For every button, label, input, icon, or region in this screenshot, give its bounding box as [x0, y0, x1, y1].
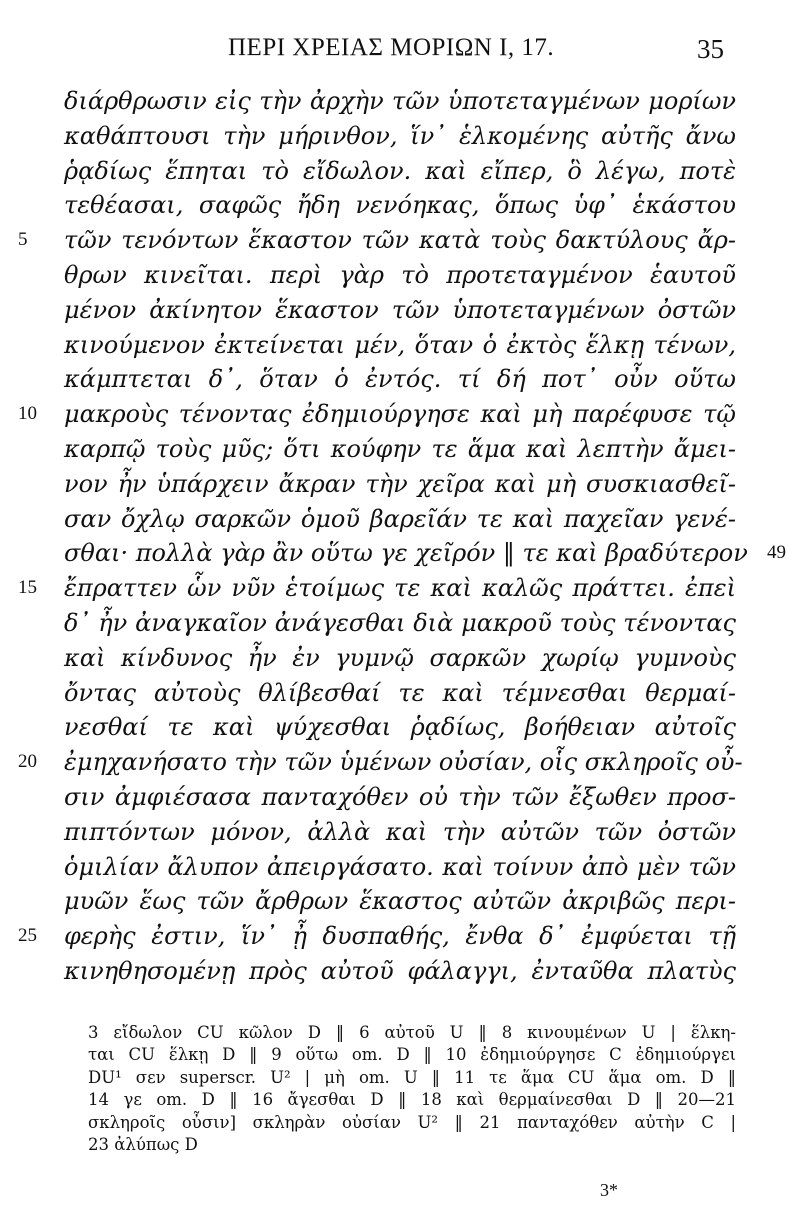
text-line	[64, 432, 736, 467]
line-text: σθαι· πολλὰ γὰρ ἂν οὕτω γε χεῖρόν ‖ τε καὶ βραδύτερον	[64, 539, 748, 568]
text-line	[18, 745, 743, 780]
signature-mark: 3*	[600, 1180, 618, 1200]
apparatus-line: 3 εἴδωλον CU κῶλον D ‖ 6 αὐτοῦ U ‖ 8 κινουμένων U | ἕλκη-	[88, 1023, 736, 1042]
apparatus-line: DU¹ σεν superscr. U² | μὴ om. U ‖ 11 τε ἅμα CU ἅμα om. D ‖	[88, 1067, 736, 1087]
text-line	[64, 606, 736, 641]
text-line	[64, 119, 736, 154]
line-number: 25	[18, 925, 37, 947]
line-text: μυῶν ἕως τῶν ἄρθρων ἕκαστος αὐτῶν ἀκριβῶς περι-	[64, 887, 736, 916]
line-text: καὶ κίνδυνος ἦν ἐν γυμνῷ σαρκῶν χωρίῳ γυμνοὺς	[64, 643, 736, 672]
text-line	[18, 397, 736, 432]
apparatus-line: 14 γε om. D ‖ 16 ἄγεσθαι D ‖ 18 καὶ θερμαίνεσθαι D ‖ 20—21	[88, 1090, 736, 1110]
margin-page-reference: 49	[767, 542, 786, 564]
line-text: τῶν τενόντων ἕκαστον τῶν κατὰ τοὺς δακτύλους ἄρ-	[64, 226, 736, 255]
text-line	[64, 536, 786, 571]
line-text: καρπῷ τοὺς μῦς; ὅτι κούφην τε ἅμα καὶ λεπτὴν ἄμει-	[64, 434, 736, 463]
main-text	[18, 84, 786, 989]
line-text: δ᾽ ἦν ἀναγκαῖον ἀνάγεσθαι διὰ μακροῦ τοὺς τένοντας	[64, 608, 736, 637]
line-text: ὄντας αὐτοὺς θλίβεσθαί τε καὶ τέμνεσθαι θερμαί-	[64, 678, 736, 707]
text-line	[64, 293, 736, 328]
line-text: ἐμηχανήσατο τὴν τῶν ὑμένων οὐσίαν, οἷς σκληροῖς οὖ-	[64, 748, 743, 777]
text-line	[64, 188, 736, 223]
text-line	[64, 676, 736, 711]
line-text: κινούμενον ἐκτείνεται μέν, ὅταν ὁ ἐκτὸς ἕλκῃ τένων,	[64, 330, 736, 359]
text-line	[64, 154, 736, 189]
line-text: καθάπτουσι τὴν μήρινθον, ἵν᾽ ἑλκομένης αὐτῆς ἄνω	[64, 121, 736, 150]
apparatus-line: σκληροῖς οὖσιν] σκληρὰν οὐσίαν U² ‖ 21 πανταχόθεν αὐτὴν C |	[88, 1112, 736, 1132]
text-line	[18, 223, 736, 258]
line-text: μένον ἀκίνητον ἕκαστον τῶν ὑποτεταγμένων ὀστῶν	[64, 295, 736, 324]
text-line	[64, 710, 736, 745]
line-number: 10	[18, 403, 37, 425]
running-title: ΠΕΡΙ ΧΡΕΙΑΣ ΜΟΡΙΩΝ Ι, 17.	[228, 34, 555, 61]
text-line	[64, 850, 736, 885]
line-text: διάρθρωσιν εἰς τὴν ἀρχὴν τῶν ὑποτεταγμένων μορίων	[64, 87, 736, 115]
text-line	[64, 328, 736, 363]
line-number: 5	[18, 229, 28, 251]
text-line	[64, 502, 736, 537]
line-number: 20	[18, 751, 37, 773]
critical-apparatus	[88, 1022, 736, 1156]
line-text: μακροὺς τένοντας ἐδημιούργησε καὶ μὴ παρέφυσε τῷ	[64, 400, 736, 429]
text-line	[64, 84, 736, 119]
text-line	[64, 954, 736, 989]
line-text: νεσθαί τε καὶ ψύχεσθαι ῥᾳδίως, βοήθειαν αὐτοῖς	[64, 713, 736, 742]
line-text: πιπτόντων μόνον, ἀλλὰ καὶ τὴν αὐτῶν τῶν ὀστῶν	[64, 817, 736, 846]
text-line	[64, 258, 736, 293]
text-line	[64, 362, 736, 397]
text-line	[64, 780, 736, 815]
text-line	[64, 815, 736, 850]
page-header	[0, 34, 800, 74]
line-text: νον ἦν ὑπάρχειν ἄκραν τὴν χεῖρα καὶ μὴ συσκιασθεῖ-	[64, 469, 736, 498]
text-line	[64, 467, 736, 502]
line-number: 15	[18, 577, 37, 599]
line-text: ῥᾳδίως ἕπηται τὸ εἴδωλον. καὶ εἴπερ, ὃ λέγω, ποτὲ	[64, 156, 736, 185]
text-line	[18, 919, 736, 954]
page-number: 35	[697, 34, 724, 64]
line-text: κάμπτεται δ᾽, ὅταν ὁ ἐντός. τί δή ποτ᾽ οὖν οὕτω	[64, 365, 736, 394]
line-text: θρων κινεῖται. περὶ γὰρ τὸ προτεταγμένον ἑαυτοῦ	[64, 260, 736, 289]
line-text: ἔπραττεν ὧν νῦν ἑτοίμως τε καὶ καλῶς πράττει. ἐπεὶ	[64, 574, 736, 603]
apparatus-line: ται CU ἕλκῃ D ‖ 9 οὕτω om. D ‖ 10 ἐδημιούργησε C ἐδημιούργει	[88, 1045, 736, 1065]
line-text: σιν ἀμφιέσασα πανταχόθεν οὐ τὴν τῶν ἔξωθεν προσ-	[64, 782, 736, 811]
line-text: κινηθησομένῃ πρὸς αὐτοῦ φάλαγγι, ἐνταῦθα πλατὺς	[64, 956, 736, 985]
apparatus-line: 23 ἀλύπως D	[88, 1134, 198, 1154]
line-text: σαν ὄχλῳ σαρκῶν ὁμοῦ βαρεῖάν τε καὶ παχεῖαν γενέ-	[64, 504, 736, 533]
line-text: τεθέασαι, σαφῶς ἤδη νενόηκας, ὅπως ὑφ᾽ ἑκάστου	[64, 191, 736, 220]
text-line	[64, 884, 736, 919]
text-line	[18, 571, 736, 606]
line-text: ὁμιλίαν ἄλυπον ἀπειργάσατο. καὶ τοίνυν ἀπὸ μὲν τῶν	[64, 852, 736, 881]
text-line	[64, 641, 736, 676]
line-text: φερὴς ἐστιν, ἵν᾽ ᾖ δυσπαθής, ἔνθα δ᾽ ἐμφύεται τῇ	[64, 922, 736, 951]
